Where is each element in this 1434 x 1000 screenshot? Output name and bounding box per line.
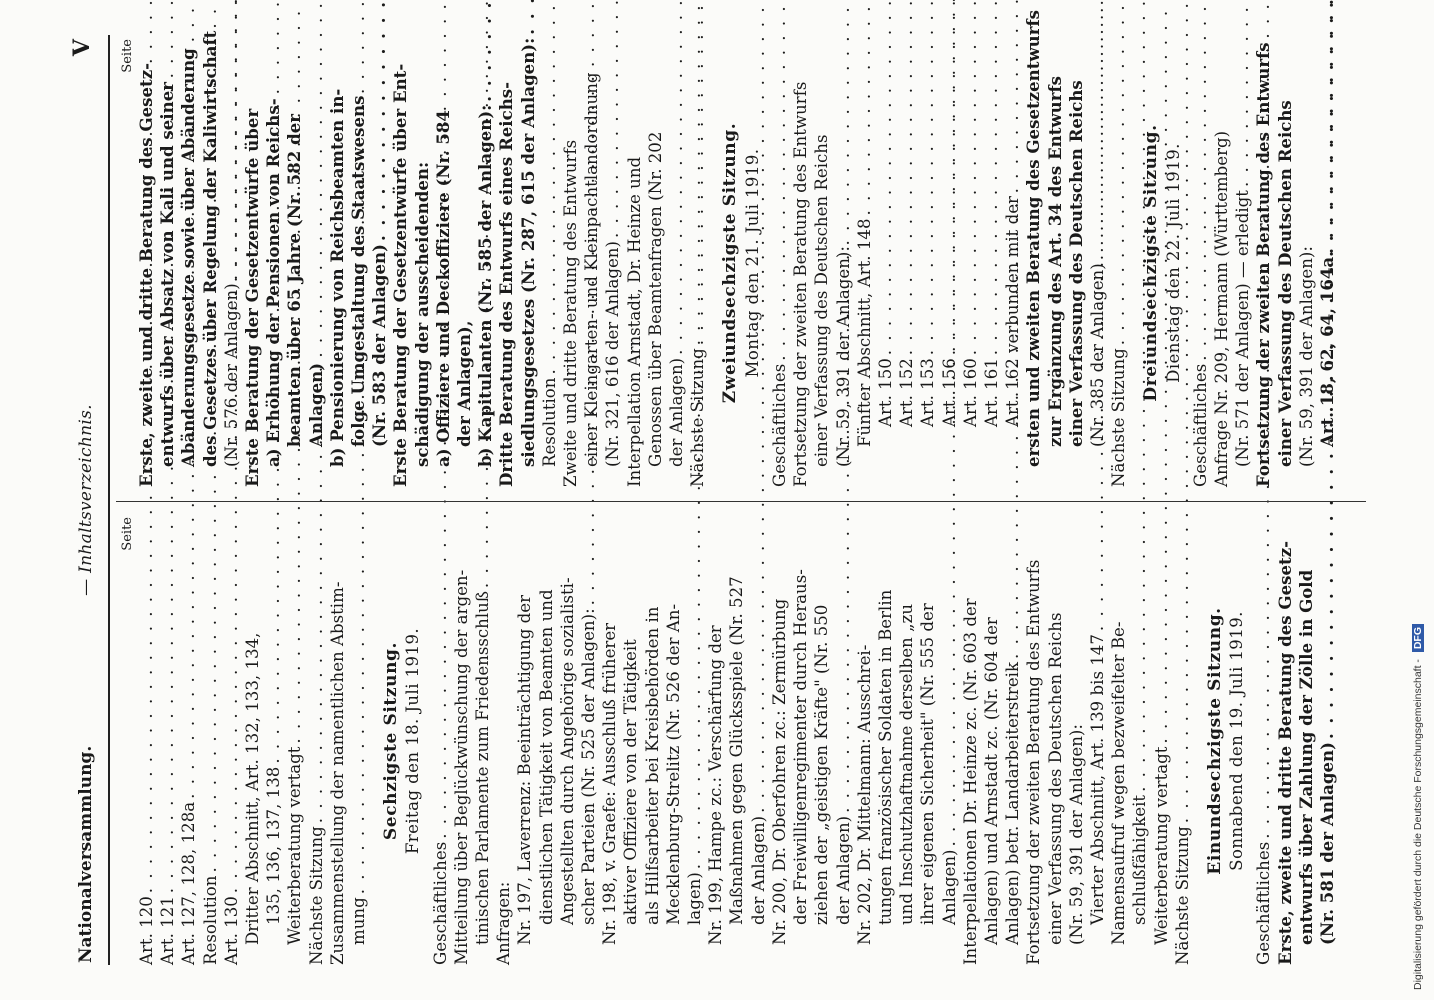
toc-entry [1087, 39, 1108, 487]
toc-entry-text: Erste Beratung der Gesetzentwürfe über Ent- [390, 63, 411, 487]
toc-entry [790, 39, 811, 487]
toc-entry-text: Anfragen: [494, 881, 514, 965]
toc-entry-text: ziehen der „geistigen Kräfte" (Nr. 550 [812, 604, 832, 925]
toc-entry [1151, 517, 1172, 965]
toc-entry-text: Abänderungsgesetze sowie über Abänderung [178, 48, 199, 467]
toc-entry [1066, 517, 1087, 965]
toc-entry-text: Fortsetzung der zweiten Beratung des Entwurfs [791, 81, 811, 487]
toc-entry-text: a) Offiziere und Deckoffiziere (Nr. 584 [432, 110, 453, 467]
toc-entry-text: lagen) [685, 872, 705, 925]
seite-label-left: Seite [120, 517, 135, 551]
toc-entry-text: Art. 162 verbunden mit der [1003, 196, 1023, 427]
toc-entry [390, 39, 411, 487]
toc-entry [1108, 517, 1129, 965]
toc-entry-text: Anfrage Nr. 209, Hermann (Württemberg) [1211, 130, 1231, 487]
toc-entry-text: Resolution [539, 377, 559, 467]
toc-entry-text: Fünfter Abschnitt, Art. 148 [854, 218, 874, 447]
toc-entry [578, 517, 599, 965]
session-date-61: Sonnabend den 19. Juli 1919. [1227, 611, 1247, 871]
session-entries-60 [430, 517, 1193, 965]
toc-entry-text: Art. 18, 62, 64, 164a [1316, 256, 1337, 447]
toc-entry-text: Geschäftliches [769, 363, 789, 487]
toc-entry-text: Nächste Sitzung [1109, 348, 1129, 487]
toc-entry [472, 517, 493, 965]
toc-entry-text: mung [349, 897, 369, 945]
toc-entry-text: (Nr. 59, 391 der Anlagen): [1296, 246, 1316, 467]
toc-entry [939, 39, 960, 487]
toc-entry-text: 135, 136, 137, 138 [264, 766, 284, 925]
toc-entry [200, 517, 221, 965]
toc-entry [157, 39, 178, 487]
toc-entry-text: Art. 152 [897, 358, 917, 427]
dot-leader [939, 0, 960, 355]
toc-entry-text: einer Kleingarten- und Kleinpachtlandordnung [582, 72, 602, 467]
toc-entry [536, 517, 557, 965]
toc-entry [496, 39, 517, 487]
toc-entry-text: Nächste Sitzung [688, 348, 708, 487]
toc-entry [136, 517, 157, 965]
toc-entry-text: Geschäftliches [1190, 363, 1210, 487]
toc-entry-text: Art. 156 [939, 358, 959, 427]
toc-entry [1129, 517, 1150, 965]
session-entries-62 [769, 10, 1129, 487]
dot-leader [539, 0, 560, 375]
dot-leader [602, 0, 623, 238]
session-heading-61: Einundsechzigste Sitzung. [1204, 607, 1225, 875]
session-heading-60: Sechzigste Sitzung. [381, 641, 402, 841]
dot-leader [475, 0, 496, 102]
toc-entry-text: entwurfs über Zahlung der Zölle in Gold [1295, 569, 1316, 945]
toc-entry-text: und Inschutzhaftnahme derselben „zu [897, 603, 917, 925]
toc-entry [1045, 517, 1066, 965]
toc-entry [557, 517, 578, 965]
toc-entry [433, 39, 454, 487]
toc-entry [917, 39, 938, 487]
toc-entry-text: Geschäftliches [1254, 841, 1274, 965]
toc-entry [136, 39, 157, 487]
toc-entry [1296, 517, 1317, 965]
header-rule [108, 35, 110, 965]
toc-entry-text: (Nr. 571 der Anlagen) — erledigt [1233, 190, 1253, 467]
toc-entry [221, 517, 242, 965]
toc-entry-text: tungen französischer Soldaten in Berlin [875, 589, 895, 925]
toc-entry-text: als Hilfsarbeiter bei Kreisbehörden in [642, 606, 662, 925]
toc-entry [645, 39, 666, 487]
toc-entry-text: Weiterberatung vertagt [285, 746, 305, 945]
toc-entry [475, 39, 496, 487]
toc-entry-text: Art. 121 [158, 896, 178, 965]
toc-entry [348, 517, 369, 965]
toc-entry-text: Vierter Abschnitt, Art. 139 bis 147 [1087, 634, 1107, 925]
toc-entry [875, 39, 896, 487]
toc-entry-text: dienstlichen Tätigkeit von Beamten und [536, 589, 556, 925]
dot-leader [875, 0, 896, 355]
toc-entry [284, 517, 305, 965]
toc-entry-text: Mecklenburg-Strelitz (Nr. 526 der An- [663, 603, 683, 925]
dot-leader [917, 0, 938, 355]
toc-entry [811, 39, 832, 487]
toc-entry [1066, 39, 1087, 487]
dot-leader [687, 0, 708, 345]
session-date-62: Montag den 21. Juli 1919. [742, 148, 762, 378]
session-heading-63: Dreiundsechzigste Sitzung. [1141, 124, 1162, 402]
dot-leader [960, 0, 981, 355]
toc-entry [896, 39, 917, 487]
toc-entry [960, 517, 981, 965]
toc-entry-text: Weiterberatung vertagt [1151, 746, 1171, 945]
toc-entry-text: Nr. 198, v. Graefe: Ausschluß früherer [600, 622, 620, 945]
toc-entry [327, 517, 348, 965]
toc-entry [687, 39, 708, 487]
toc-entry-text: b) Kapitulanten (Nr. 585 der Anlagen): [475, 104, 496, 467]
header-center-title: — Inhaltsverzeichnis. [76, 404, 96, 596]
dot-leader [1087, 0, 1108, 260]
toc-entry-text: Nr. 199, Hampe zc.: Verschärfung der [706, 625, 726, 945]
toc-entry [454, 39, 475, 487]
toc-entry-text: Anlagen) [939, 849, 959, 925]
toc-entry [854, 39, 875, 487]
toc-entry-text: Anlagen) betr. Landarbeiterstreik [1003, 661, 1023, 945]
toc-entry-text: (Nr. 59, 391 der Anlagen): [1066, 724, 1086, 945]
toc-entry [1045, 39, 1066, 487]
dot-leader [666, 0, 687, 355]
session-entries-63 [1190, 39, 1338, 487]
toc-entry-text: einer Verfassung des Deutschen Reichs [1065, 80, 1086, 447]
toc-entry [1317, 39, 1338, 487]
toc-entry-text: Zweite und dritte Beratung des Entwurfs [561, 139, 581, 487]
toc-entry [1275, 517, 1296, 965]
toc-entry [1190, 39, 1211, 487]
toc-entry [1275, 39, 1296, 487]
toc-entry-text: zur Ergänzung des Art. 34 des Entwurfs [1044, 76, 1065, 447]
toc-entry-text: (Nr. 576 der Anlagen) [221, 283, 241, 467]
toc-entry-text: schlußfähigkeit [1130, 794, 1150, 925]
left-column [120, 517, 1370, 965]
toc-entry [1172, 517, 1193, 965]
toc-entry-text: Nr. 202, Dr. Mittelmann: Ausschrei- [854, 644, 874, 945]
toc-entry-text: der Anlagen) [833, 815, 853, 925]
toc-entry-text: beamten über 65 Jahre (Nr. 582 der [284, 113, 305, 447]
toc-entry-text: einer Verfassung des Deutschen Reichs [1045, 612, 1065, 945]
dot-leader [854, 0, 875, 215]
toc-entry [620, 517, 641, 965]
toc-entry-text: Art. 130 [221, 896, 241, 965]
toc-entry [981, 39, 1002, 487]
toc-entry [514, 517, 535, 965]
toc-entry [748, 517, 769, 965]
toc-entry-text: Art. 127, 128, 128a [179, 801, 199, 965]
toc-entry-text: Resolution [200, 875, 220, 965]
toc-entry-text: Angestellten durch Angehörige sozialisti- [557, 577, 577, 925]
toc-entry-text: Art. 120 [137, 896, 156, 965]
toc-entry-text: der Anlagen), [454, 320, 475, 447]
toc-entry-text: der Anlagen) [667, 357, 687, 467]
toc-entry-text: tinischen Parlamente zum Friedensschluß [473, 591, 493, 945]
toc-entry [896, 517, 917, 965]
session-date-63: Dienstag den 22. Juli 1919. [1163, 143, 1183, 383]
toc-entry [221, 39, 242, 487]
dot-leader [1108, 0, 1129, 345]
toc-entry [581, 39, 602, 487]
toc-entry [306, 39, 327, 487]
toc-entry [493, 517, 514, 965]
dot-leader [981, 0, 1002, 355]
toc-entry [875, 517, 896, 965]
toc-entry [284, 39, 305, 487]
toc-entry [1023, 517, 1044, 965]
toc-entry-text: Art. 150 [875, 358, 895, 427]
dot-leader [369, 0, 390, 241]
toc-entry [663, 517, 684, 965]
toc-entry [666, 39, 687, 487]
dot-leader [221, 0, 242, 280]
toc-entry [263, 39, 284, 487]
toc-entry-text: b) Pensionierung von Reichsbeamten in- [326, 88, 347, 467]
toc-entry [833, 517, 854, 965]
toc-entry-text: Geschäftliches [430, 841, 450, 965]
left-entries-top [136, 517, 369, 965]
right-entries-top [136, 30, 708, 487]
dot-leader [1232, 0, 1253, 187]
toc-entry-text: Nr. 197, Laverrenz: Beeinträchtigung der [515, 594, 535, 945]
toc-entry-text: entwurfs über Absatz von Kali und seiner [157, 81, 178, 467]
toc-entry-text: (Nr. 321, 616 der Anlagen) [603, 241, 623, 467]
toc-entry [263, 517, 284, 965]
toc-entry-text: einer Verfassung des Deutschen Reichs [812, 134, 832, 467]
toc-entry [726, 517, 747, 965]
toc-entry [602, 39, 623, 487]
toc-entry-text: folge Umgestaltung des Staatswesens [348, 95, 369, 447]
toc-entry-text: Interpellationen Dr. Heinze zc. (Nr. 603 der [960, 598, 980, 965]
toc-entry-text: ersten und zweiten Beratung des Gesetzentwurfs [1023, 10, 1044, 467]
toc-entry-text: Interpellation Arnstadt, Dr. Heinze und [624, 156, 644, 487]
toc-entry [199, 30, 221, 487]
toc-entry [939, 517, 960, 965]
toc-entry-text: Art. 161 [981, 358, 1001, 427]
toc-entry [327, 39, 348, 487]
session-entries-61 [1253, 517, 1338, 965]
toc-entry-text: des Gesetzes über Regelung der Kaliwirtschaft [199, 30, 220, 467]
toc-entry-text: Fortsetzung der zweiten Beratung des Entwurfs [1253, 42, 1274, 487]
toc-entry-text: (Nr. 59, 391 der Anlagen): [833, 246, 853, 467]
toc-entry-text: Dritte Beratung des Entwurfs eines Reichs- [496, 81, 517, 487]
toc-entry [642, 517, 663, 965]
toc-entry-text: (Nr. 385 der Anlagen) [1087, 263, 1107, 447]
toc-entry [242, 39, 263, 487]
toc-entry-text: Namensaufruf wegen bezweifelter Be- [1109, 621, 1129, 945]
toc-entry-text: Genossen über Beamtenfragen (Nr. 202 [645, 131, 665, 467]
toc-entry [833, 39, 854, 487]
toc-entry [560, 39, 581, 487]
header-left-title: Nationalversammlung. [76, 745, 96, 963]
toc-entry-text: Anlagen) [305, 362, 326, 447]
seite-label-right: Seite [120, 39, 135, 73]
toc-entry [1087, 517, 1108, 965]
toc-entry-text: Art. 160 [960, 358, 980, 427]
dot-leader [1190, 0, 1211, 361]
dfg-logo: DFG [1412, 624, 1424, 652]
toc-entry [599, 517, 620, 965]
dot-leader [896, 0, 917, 355]
toc-entry [790, 517, 811, 965]
digitization-note-text: Digitalisierung gefördert durch die Deutsche Forschungsgemeinschaft - [1412, 659, 1424, 990]
toc-entry [1296, 39, 1317, 487]
toc-entry-text: (Nr. 581 der Anlagen) [1316, 742, 1337, 945]
toc-entry [157, 517, 178, 965]
toc-entry [1023, 10, 1044, 487]
right-column [120, 10, 1370, 487]
toc-entry [430, 517, 451, 965]
toc-entry [917, 517, 938, 965]
toc-entry-text: ihrer eigenen Sicherheit" (Nr. 555 der [918, 603, 938, 925]
toc-entry [705, 517, 726, 965]
header-page-numeral: V [69, 39, 95, 57]
toc-entry-text: der Freiwilligenregimenter durch Heraus- [791, 569, 811, 925]
session-date-60: Freitag den 18. Juli 1919. [403, 627, 423, 855]
toc-entry-text: Erste Beratung der Gesetzentwürfe über [242, 108, 263, 487]
toc-entry [369, 39, 390, 487]
toc-entry-text: Anlagen) und Arnstadt zc. (Nr. 604 der [981, 617, 1001, 945]
toc-entry-text: scher Parteien (Nr. 525 der Anlagen): [579, 608, 599, 925]
toc-entry [960, 39, 981, 487]
toc-entry [1002, 517, 1023, 965]
toc-entry [306, 517, 327, 965]
toc-entry [981, 517, 1002, 965]
toc-entry-text: Zusammenstellung der namentlichen Abstim- [327, 581, 347, 965]
toc-entry [518, 39, 539, 487]
toc-entry [1253, 517, 1274, 965]
dot-leader [1317, 0, 1338, 254]
toc-entry-text: Dritter Abschnitt, Art. 132, 133, 134, [243, 632, 263, 945]
toc-entry [539, 39, 560, 487]
toc-entry-text: der Anlagen) [748, 815, 768, 925]
toc-entry [624, 39, 645, 487]
page-header [70, 35, 106, 965]
toc-entry [769, 39, 790, 487]
dot-leader [518, 0, 539, 35]
toc-entry-text: siedlungsgesetzes (Nr. 287, 615 der Anlagen): [517, 37, 538, 467]
toc-entry-text: aktiver Offiziere von der Tätigkeit [621, 639, 641, 925]
toc-entry [178, 517, 199, 965]
toc-entry [1211, 39, 1232, 487]
session-heading-62: Zweiundsechzigste Sitzung. [720, 122, 741, 404]
column-divider [116, 501, 1366, 502]
toc-entry [1317, 517, 1338, 965]
toc-entry-text: Nächste Sitzung [1172, 826, 1192, 965]
toc-entry-text: Maßnahmen gegen Glücksspiele (Nr. 527 [727, 576, 747, 925]
toc-entry [854, 517, 875, 965]
toc-entry [1108, 39, 1129, 487]
toc-entry-text: schädigung der ausscheidenden: [411, 161, 432, 467]
toc-entry [811, 517, 832, 965]
toc-entry [769, 517, 790, 965]
toc-entry [1002, 39, 1023, 487]
toc-entry-text: Art. 153 [918, 358, 938, 427]
toc-entry [1253, 39, 1274, 487]
toc-entry [242, 517, 263, 965]
toc-entry-text: Fortsetzung der zweiten Beratung des Entwurfs [1024, 559, 1044, 965]
toc-entry-text: (Nr. 583 der Anlagen) [369, 244, 390, 447]
toc-entry-text: Nächste Sitzung [306, 826, 326, 965]
toc-entry [1232, 39, 1253, 487]
toc-entry-text: Erste, zweite und dritte Beratung des Gesetz- [136, 62, 156, 487]
digitization-note [1412, 10, 1430, 990]
toc-entry [684, 517, 705, 965]
toc-entry-text: Erste, zweite und dritte Beratung des Gesetz- [1274, 540, 1295, 965]
toc-entry [412, 39, 433, 487]
toc-entry [178, 39, 199, 487]
toc-entry-text: Mitteilung über Beglückwünschung der argen- [451, 569, 471, 965]
toc-entry-text: a) Erhöhung der Pensionen von Reichs- [263, 98, 284, 467]
toc-entry [451, 517, 472, 965]
dot-leader [769, 0, 790, 361]
toc-entry-text: einer Verfassung des Deutschen Reichs [1274, 100, 1295, 467]
toc-entry [348, 39, 369, 487]
toc-entry-text: Nr. 200, Dr. Oberfohren zc.: Zermürbung [769, 598, 789, 945]
rotated-book-page [69, 10, 1380, 965]
